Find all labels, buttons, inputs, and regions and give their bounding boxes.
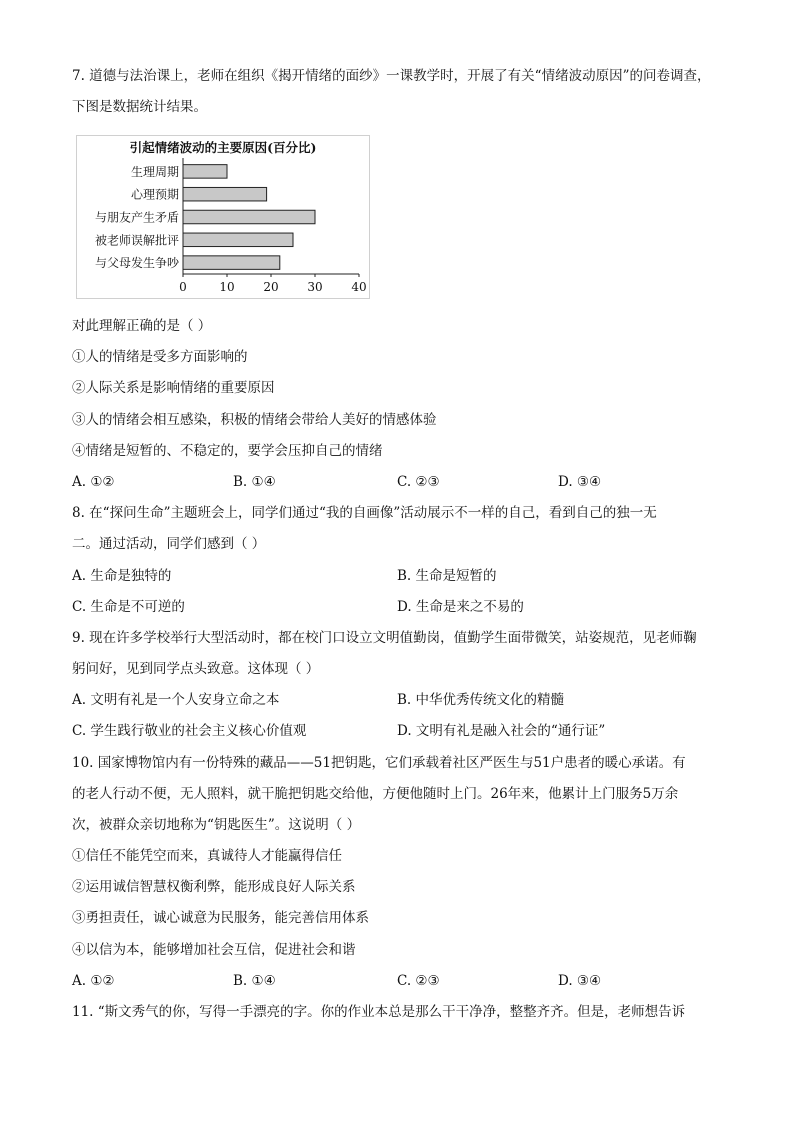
emotion-causes-bar-chart — [76, 135, 370, 299]
q7-question: 对此理解正确的是（ ） — [72, 318, 212, 334]
q10-option-c: C. ②③ — [397, 973, 440, 989]
bar — [183, 233, 293, 247]
q9-stem-line-1: 9. 现在许多学校举行大型活动时，都在校门口设立文明值勤岗，值勤学生面带微笑，站姿规范，见老师鞠 — [72, 630, 697, 646]
q7-option-b: B. ①④ — [233, 474, 276, 490]
bar — [183, 256, 280, 270]
q10-option-b: B. ①④ — [233, 973, 276, 989]
x-tick-label: 30 — [307, 280, 323, 294]
x-tick-label: 20 — [263, 280, 279, 294]
q10-item-2: ②运用诚信智慧权衡利弊，能形成良好人际关系 — [72, 879, 356, 895]
q7-stem-line-1: 7. 道德与法治课上，老师在组织《揭开情绪的面纱》一课教学时，开展了有关“情绪波动原因”的问卷调查， — [72, 68, 711, 84]
x-tick-label: 0 — [179, 280, 187, 294]
x-tick-label: 10 — [219, 280, 235, 294]
q9-option-c: C. 学生践行敬业的社会主义核心价值观 — [72, 723, 307, 739]
q10-item-1: ①信任不能凭空而来，真诚待人才能赢得信任 — [72, 848, 342, 864]
category-label: 生理周期 — [130, 164, 179, 179]
q8-option-b: B. 生命是短暂的 — [397, 568, 497, 584]
category-label: 心理预期 — [130, 187, 179, 202]
q7-option-c: C. ②③ — [397, 474, 440, 490]
q8-stem-line-2: 二。通过活动，同学们感到（ ） — [72, 536, 266, 552]
chart-title: 引起情绪波动的主要原因(百分比) — [129, 140, 317, 155]
q8-stem-line-1: 8. 在“探问生命”主题班会上，同学们通过“我的自画像”活动展示不一样的自己，看到自己的独一无 — [72, 505, 657, 521]
category-label: 被老师误解批评 — [94, 233, 179, 248]
q7-stem-line-2: 下图是数据统计结果。 — [72, 99, 207, 115]
bar — [183, 187, 267, 201]
q8-option-d: D. 生命是来之不易的 — [397, 599, 524, 615]
q7-item-1: ①人的情绪是受多方面影响的 — [72, 349, 248, 365]
q10-item-3: ③勇担责任，诚心诚意为民服务，能完善信用体系 — [72, 910, 369, 926]
q7-item-4: ④情绪是短暂的、不稳定的，要学会压抑自己的情绪 — [72, 443, 383, 459]
q9-option-d: D. 文明有礼是融入社会的“通行证” — [397, 723, 606, 739]
q7-option-d: D. ③④ — [558, 474, 602, 490]
bar — [183, 165, 227, 179]
chart-svg — [77, 136, 369, 298]
x-tick-label: 40 — [351, 280, 367, 294]
q11-stem-line-1: 11. “斯文秀气的你，写得一手漂亮的字。你的作业本总是那么干干净净，整整齐齐。但是，老师想告诉 — [72, 1004, 686, 1020]
bar — [183, 210, 315, 224]
category-label: 与父母发生争吵 — [94, 256, 179, 271]
q7-item-2: ②人际关系是影响情绪的重要原因 — [72, 380, 275, 396]
q10-stem-line-2: 的老人行动不便，无人照料，就干脆把钥匙交给他，方便他随时上门。26年来，他累计上门服务5万余 — [72, 786, 679, 802]
q7-item-3: ③人的情绪会相互感染，积极的情绪会带给人美好的情感体验 — [72, 412, 437, 428]
q10-option-d: D. ③④ — [558, 973, 602, 989]
q9-stem-line-2: 躬问好，见到同学点头致意。这体现（ ） — [72, 661, 320, 677]
q10-stem-line-1: 10. 国家博物馆内有一份特殊的藏品——51把钥匙，它们承载着社区严医生与51户患者的暖心承诺。有 — [72, 755, 686, 771]
q10-item-4: ④以信为本，能够增加社会互信，促进社会和谐 — [72, 942, 356, 958]
q8-option-a: A. 生命是独特的 — [72, 568, 172, 584]
category-label: 与朋友产生矛盾 — [94, 210, 179, 225]
q9-option-b: B. 中华优秀传统文化的精髓 — [397, 692, 565, 708]
q10-stem-line-3: 次，被群众亲切地称为“钥匙医生”。这说明（ ） — [72, 817, 361, 833]
q9-option-a: A. 文明有礼是一个人安身立命之本 — [72, 692, 280, 708]
q8-option-c: C. 生命是不可逆的 — [72, 599, 185, 615]
q7-option-a: A. ①② — [72, 474, 115, 490]
q10-option-a: A. ①② — [72, 973, 115, 989]
